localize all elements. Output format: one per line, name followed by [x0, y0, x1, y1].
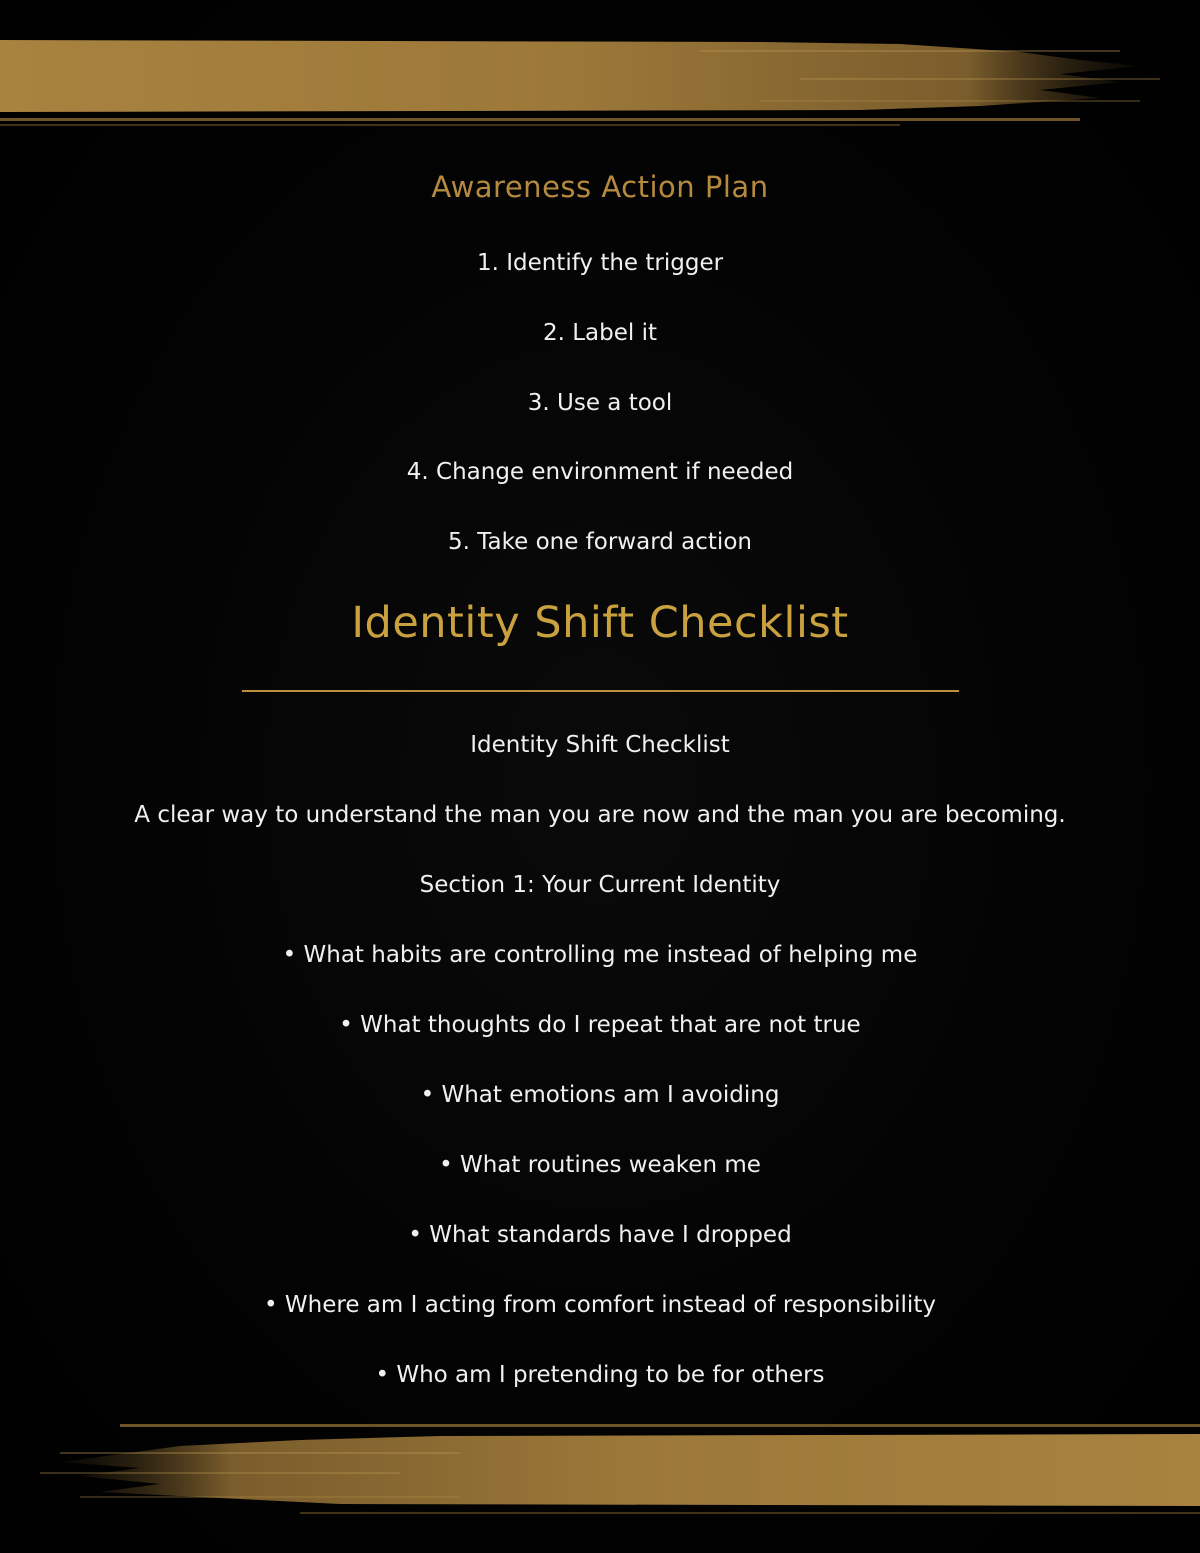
awareness-step-4: 4. Change environment if needed [406, 459, 794, 485]
question-item: • Who am I pretending to be for others [375, 1362, 825, 1388]
section-1-title: Section 1: Your Current Identity [419, 872, 781, 898]
question-item: • What habits are controlling me instead of helping me [282, 942, 918, 968]
identity-checklist-description: A clear way to understand the man you are now and the man you are becoming. [134, 802, 1066, 828]
question-item: • What routines weaken me [439, 1152, 761, 1178]
awareness-plan-title: Awareness Action Plan [431, 170, 769, 204]
awareness-step-2: 2. Label it [542, 320, 658, 346]
awareness-step-1: 1. Identify the trigger [476, 250, 724, 276]
question-item: • What emotions am I avoiding [420, 1082, 780, 1108]
top-gold-brush-stroke [0, 30, 1200, 140]
question-item: • Where am I acting from comfort instead of responsibility [264, 1292, 936, 1318]
bottom-gold-brush-stroke [0, 1412, 1200, 1522]
heading-divider [242, 690, 959, 692]
question-item: • What thoughts do I repeat that are not true [339, 1012, 861, 1038]
awareness-step-3: 3. Use a tool [527, 390, 673, 416]
awareness-step-5: 5. Take one forward action [448, 529, 752, 555]
question-item: • What standards have I dropped [408, 1222, 792, 1248]
identity-checklist-heading: Identity Shift Checklist [351, 598, 849, 648]
identity-checklist-subtitle: Identity Shift Checklist [470, 732, 730, 758]
